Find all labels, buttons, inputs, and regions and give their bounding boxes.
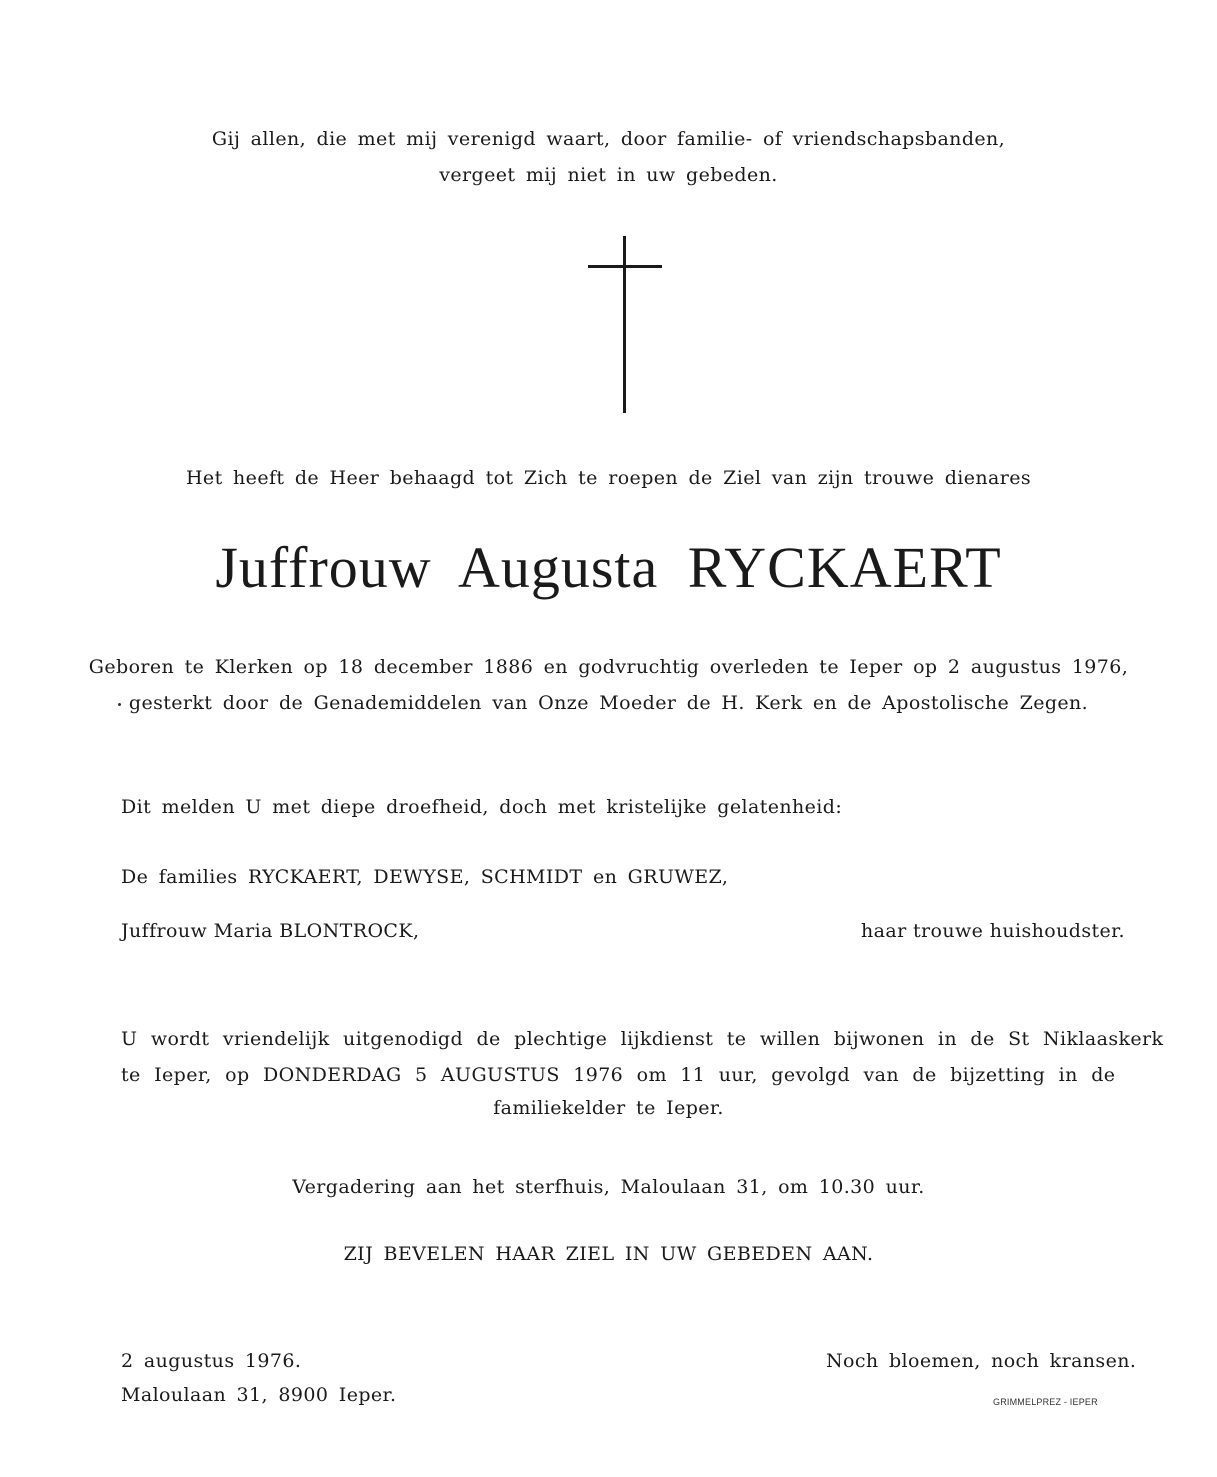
- deceased-name: Juffrouw Augusta RYCKAERT: [215, 535, 1002, 600]
- notice-date: 2 augustus 1976.: [121, 1350, 302, 1372]
- housekeeper-name: Juffrouw Maria BLONTROCK,: [121, 920, 420, 942]
- invitation-line-1: U wordt vriendelijk uitgenodigd de plechtige lijkdienst te willen bijwonen in de St Niklaaskerk: [121, 1028, 1164, 1050]
- notice-address: Maloulaan 31, 8900 Ieper.: [121, 1384, 397, 1406]
- opening-line-2: vergeet mij niet in uw gebeden.: [439, 164, 778, 186]
- prayer-request: ZIJ BEVELEN HAAR ZIEL IN UW GEBEDEN AAN.: [343, 1243, 874, 1265]
- birth-death-line-1: Geboren te Klerken op 18 december 1886 en godvruchtig overleden te Ieper op 2 augustus 1976,: [88, 656, 1129, 678]
- announcement: Het heeft de Heer behaagd tot Zich te roepen de Ziel van zijn trouwe dienares: [185, 467, 1032, 489]
- housekeeper-role: haar trouwe huishoudster.: [861, 920, 1125, 942]
- printer-imprint: GRIMMELPREZ - IEPER: [993, 1397, 1098, 1407]
- opening-line-1: Gij allen, die met mij verenigd waart, door familie- of vriendschapsbanden,: [211, 128, 1006, 150]
- cross-vertical-bar: [623, 236, 626, 413]
- families: De families RYCKAERT, DEWYSE, SCHMIDT en GRUWEZ,: [121, 866, 729, 888]
- invitation-line-3: familiekelder te Ieper.: [493, 1097, 724, 1119]
- invitation-line-2: te Ieper, op DONDERDAG 5 AUGUSTUS 1976 om 11 uur, gevolgd van de bijzetting in de: [121, 1064, 1116, 1086]
- notice-intro: Dit melden U met diepe droefheid, doch met kristelijke gelatenheid:: [121, 796, 843, 818]
- no-flowers-note: Noch bloemen, noch kransen.: [826, 1350, 1137, 1372]
- cross-horizontal-bar: [588, 265, 662, 268]
- birth-death-line-2: gesterkt door de Genademiddelen van Onze Moeder de H. Kerk en de Apostolische Zegen.: [128, 692, 1089, 714]
- gathering-info: Vergadering aan het sterfhuis, Maloulaan 31, om 10.30 uur.: [292, 1176, 925, 1198]
- housekeeper-row: [121, 920, 1125, 942]
